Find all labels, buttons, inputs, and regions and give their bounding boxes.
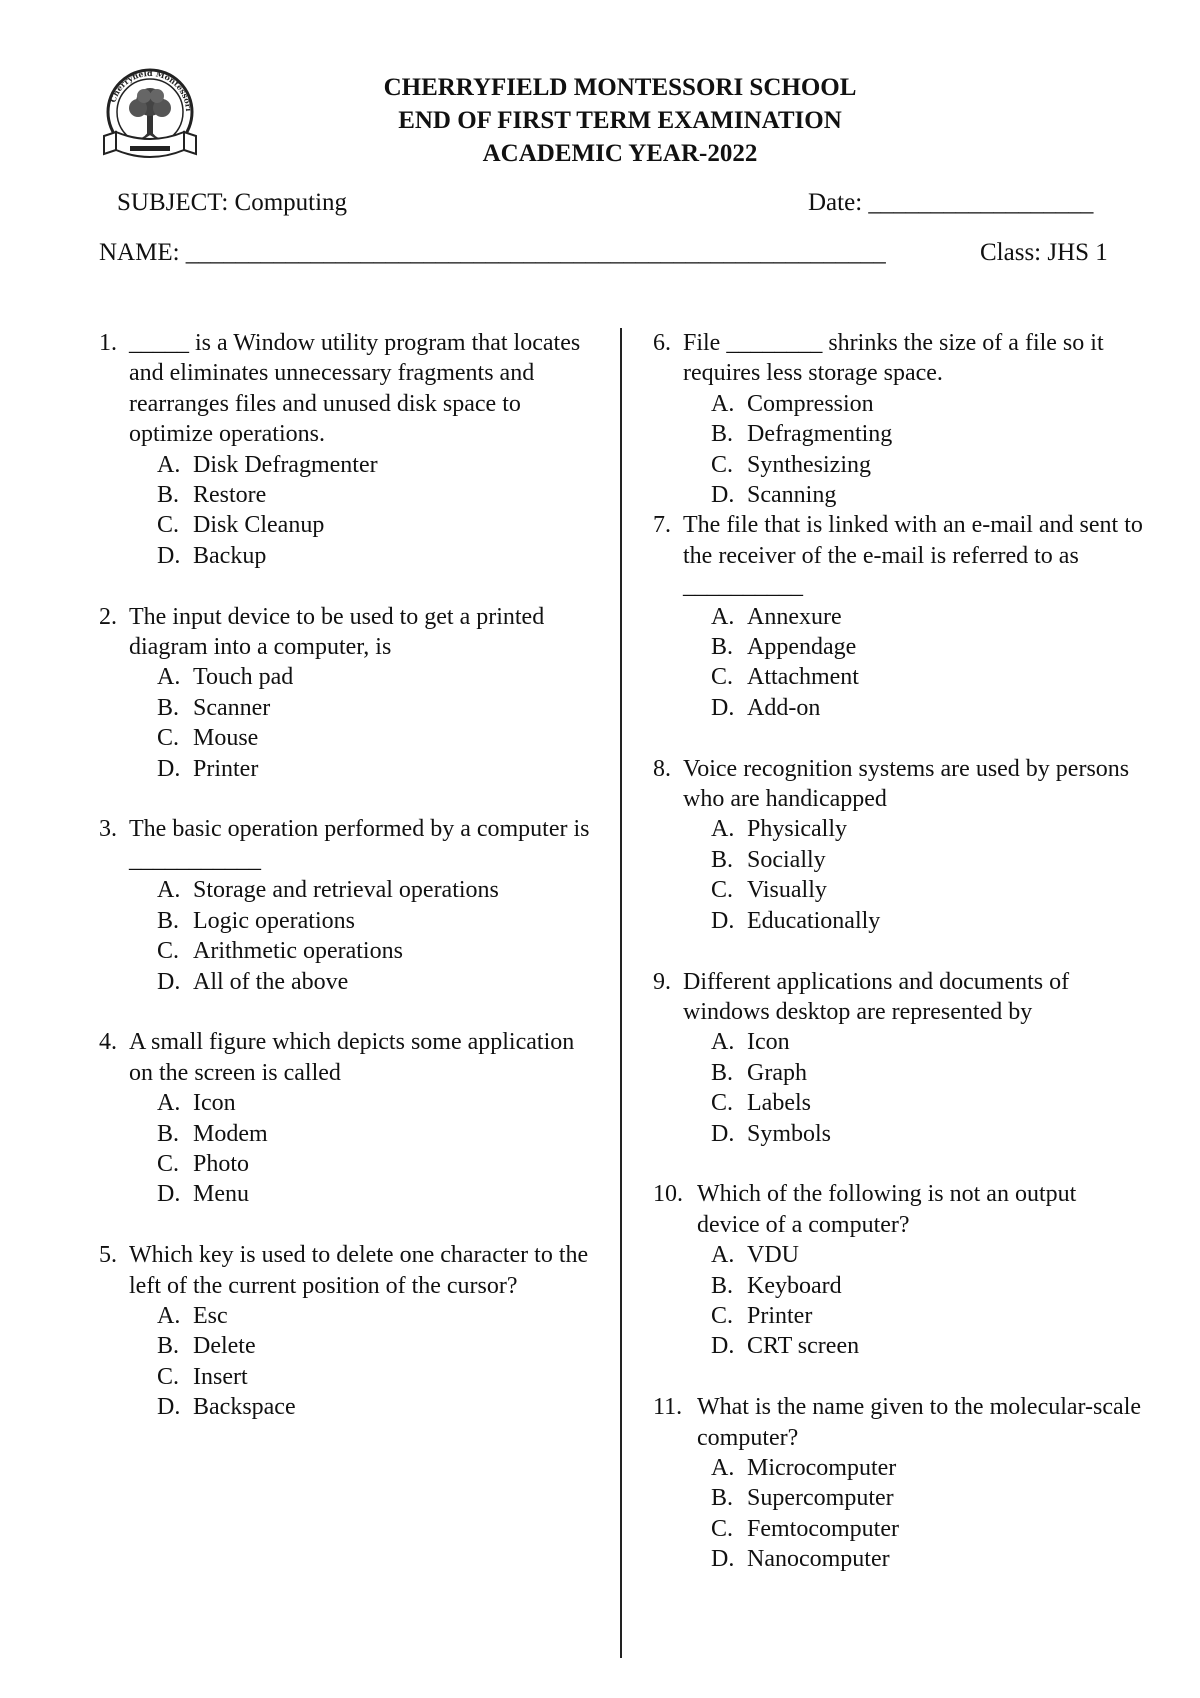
- question-text: Different applications and documents of windows desktop are represented by: [683, 968, 1070, 1025]
- option-letter: A.: [157, 1090, 181, 1117]
- questions-left-column: [99, 328, 599, 1453]
- option-letter: C.: [157, 725, 180, 752]
- option-text: Icon: [747, 1029, 790, 1056]
- question-number: 7.: [653, 512, 671, 539]
- option-letter: A.: [711, 603, 735, 630]
- question-text: _____ is a Window utility program that locates and eliminates unnecessary fragments and rearranges files and unused disk space to optimize operations.: [129, 330, 581, 448]
- option-text: Add-on: [747, 694, 821, 721]
- option-letter: A.: [711, 390, 735, 417]
- option-text: Menu: [193, 1181, 249, 1208]
- option-text: Disk Defragmenter: [193, 451, 378, 478]
- option-text: Appendage: [747, 634, 857, 661]
- option-letter: A.: [711, 1242, 735, 1269]
- question-text: The basic operation performed by a computer is ___________: [129, 816, 590, 873]
- answer-option: [683, 814, 1143, 844]
- option-letter: B.: [711, 1272, 734, 1299]
- option-text: Attachment: [747, 664, 859, 691]
- option-letter: C.: [157, 1363, 180, 1390]
- question-text: Which key is used to delete one character to the left of the current position of the cursor?: [129, 1242, 589, 1299]
- answer-option: [129, 1301, 599, 1331]
- question-text: A small figure which depicts some application on the screen is called: [129, 1029, 575, 1086]
- option-text: Femtocomputer: [747, 1515, 899, 1542]
- question-number: 4.: [99, 1029, 117, 1056]
- answer-option: [129, 936, 599, 966]
- option-text: Keyboard: [747, 1272, 842, 1299]
- answer-option: [697, 1453, 1143, 1483]
- option-text: Disk Cleanup: [193, 512, 325, 539]
- option-text: Nanocomputer: [747, 1546, 890, 1573]
- question-1: [99, 328, 599, 571]
- option-text: Physically: [747, 816, 847, 843]
- answer-option: [129, 1362, 599, 1392]
- question-text: Voice recognition systems are used by persons who are handicapped: [683, 755, 1130, 813]
- question-text: The input device to be used to get a printed diagram into a computer, is: [129, 603, 545, 661]
- answer-option: [129, 450, 599, 480]
- option-letter: C.: [711, 664, 734, 691]
- answer-option: [683, 906, 1143, 936]
- option-text: Educationally: [747, 907, 881, 934]
- question-7: [653, 510, 1143, 723]
- option-letter: C.: [711, 1090, 734, 1117]
- option-text: Compression: [747, 390, 874, 417]
- answer-option: [129, 754, 599, 784]
- question-number: 10.: [653, 1181, 683, 1208]
- question-number: 9.: [653, 968, 671, 995]
- answer-option: [129, 1179, 599, 1209]
- exam-title: END OF FIRST TERM EXAMINATION: [398, 107, 842, 134]
- answer-option: [683, 389, 1143, 419]
- academic-year: ACADEMIC YEAR-2022: [482, 140, 758, 167]
- question-8: [653, 754, 1143, 936]
- option-letter: B.: [157, 907, 180, 934]
- answer-option: [683, 693, 1143, 723]
- answer-option: [129, 875, 599, 905]
- answer-option: [683, 662, 1143, 692]
- answer-option: [697, 1240, 1143, 1270]
- answer-option: [129, 541, 599, 571]
- option-letter: B.: [711, 1059, 734, 1086]
- option-text: Icon: [193, 1090, 236, 1117]
- answer-option: [697, 1331, 1143, 1361]
- question-number: 3.: [99, 816, 117, 843]
- questions-right-column: [653, 328, 1143, 1605]
- answer-option: [683, 480, 1143, 510]
- option-letter: A.: [711, 1454, 735, 1481]
- option-letter: D.: [711, 907, 735, 934]
- option-letter: B.: [711, 421, 734, 448]
- question-2: [99, 602, 599, 784]
- option-letter: B.: [157, 1333, 180, 1360]
- option-text: Modem: [193, 1120, 268, 1147]
- answer-option: [683, 1058, 1143, 1088]
- question-6: [653, 328, 1143, 510]
- option-text: Arithmetic operations: [193, 938, 403, 965]
- option-letter: D.: [157, 1181, 181, 1208]
- question-3: [99, 814, 599, 996]
- answer-option: [683, 1027, 1143, 1057]
- option-text: Esc: [193, 1302, 228, 1329]
- option-text: Delete: [193, 1333, 256, 1360]
- column-divider: [620, 328, 622, 1658]
- answer-option: [697, 1514, 1143, 1544]
- exam-header: [0, 71, 1200, 170]
- option-text: CRT screen: [747, 1333, 860, 1360]
- option-letter: C.: [711, 1515, 734, 1542]
- option-text: All of the above: [193, 968, 349, 995]
- option-letter: C.: [157, 938, 180, 965]
- answer-option: [683, 632, 1143, 662]
- option-letter: B.: [157, 482, 180, 509]
- question-text: Which of the following is not an output device of a computer?: [697, 1181, 1077, 1238]
- option-letter: A.: [157, 664, 181, 691]
- option-letter: D.: [711, 1546, 735, 1573]
- option-letter: D.: [157, 542, 181, 569]
- option-letter: B.: [157, 1120, 180, 1147]
- option-letter: B.: [711, 1485, 734, 1512]
- question-4: [99, 1027, 599, 1209]
- question-9: [653, 967, 1143, 1149]
- option-letter: D.: [711, 1120, 735, 1147]
- option-letter: C.: [711, 877, 734, 904]
- option-text: Scanner: [193, 694, 271, 721]
- question-number: 11.: [653, 1394, 683, 1421]
- question-number: 2.: [99, 603, 117, 630]
- option-text: Labels: [747, 1090, 811, 1117]
- class-label: Class: JHS 1: [980, 239, 1108, 266]
- option-text: Annexure: [747, 603, 842, 630]
- option-text: Graph: [747, 1059, 807, 1086]
- option-text: VDU: [747, 1242, 799, 1269]
- option-text: Insert: [193, 1363, 248, 1390]
- question-10: [653, 1179, 1143, 1361]
- option-text: Restore: [193, 482, 267, 509]
- question-text: The file that is linked with an e-mail and sent to the receiver of the e-mail is referred to as __________: [683, 512, 1143, 600]
- answer-option: [683, 845, 1143, 875]
- answer-option: [683, 602, 1143, 632]
- answer-option: [129, 906, 599, 936]
- option-letter: A.: [157, 877, 181, 904]
- answer-option: [697, 1301, 1143, 1331]
- option-letter: C.: [157, 1150, 180, 1177]
- answer-option: [129, 967, 599, 997]
- name-field: NAME: ________________________________________________________: [99, 239, 886, 266]
- option-text: Visually: [747, 877, 827, 904]
- answer-option: [683, 450, 1143, 480]
- answer-option: [129, 1331, 599, 1361]
- option-text: Microcomputer: [747, 1454, 897, 1481]
- option-letter: A.: [711, 1029, 735, 1056]
- question-5: [99, 1240, 599, 1422]
- option-letter: D.: [711, 694, 735, 721]
- answer-option: [697, 1544, 1143, 1574]
- option-text: Socially: [747, 846, 826, 873]
- answer-option: [683, 1119, 1143, 1149]
- question-number: 5.: [99, 1242, 117, 1269]
- question-number: 8.: [653, 755, 671, 782]
- answer-option: [129, 693, 599, 723]
- date-field: Date: __________________: [808, 189, 1094, 216]
- answer-option: [683, 419, 1143, 449]
- answer-option: [683, 875, 1143, 905]
- option-letter: B.: [157, 694, 180, 721]
- option-text: Touch pad: [193, 664, 294, 691]
- option-letter: D.: [711, 482, 735, 509]
- option-text: Photo: [193, 1150, 250, 1177]
- answer-option: [129, 662, 599, 692]
- option-text: Supercomputer: [747, 1485, 894, 1512]
- option-text: Backspace: [193, 1394, 296, 1421]
- option-letter: C.: [711, 1302, 734, 1329]
- option-text: Logic operations: [193, 907, 355, 934]
- question-text: What is the name given to the molecular-scale computer?: [697, 1394, 1142, 1451]
- subject-label: SUBJECT: Computing: [117, 189, 348, 216]
- option-text: Printer: [747, 1302, 813, 1329]
- question-number: 1.: [99, 330, 117, 356]
- question-text: File ________ shrinks the size of a file so it requires less storage space.: [683, 330, 1104, 387]
- answer-option: [129, 1149, 599, 1179]
- answer-option: [697, 1271, 1143, 1301]
- option-letter: D.: [157, 1394, 181, 1421]
- option-letter: A.: [157, 451, 181, 478]
- option-letter: A.: [711, 816, 735, 843]
- school-name: CHERRYFIELD MONTESSORI SCHOOL: [383, 74, 857, 101]
- option-letter: A.: [157, 1302, 181, 1329]
- option-text: Defragmenting: [747, 421, 893, 448]
- question-number: 6.: [653, 330, 671, 356]
- option-text: Symbols: [747, 1120, 832, 1147]
- option-text: Synthesizing: [747, 451, 871, 478]
- option-letter: D.: [711, 1333, 735, 1360]
- option-letter: C.: [157, 512, 180, 539]
- option-text: Mouse: [193, 725, 259, 752]
- answer-option: [129, 510, 599, 540]
- option-letter: D.: [157, 755, 181, 782]
- answer-option: [129, 1088, 599, 1118]
- option-text: Scanning: [747, 482, 837, 509]
- option-text: Backup: [193, 542, 267, 569]
- option-letter: C.: [711, 451, 734, 478]
- question-11: [653, 1392, 1143, 1574]
- answer-option: [129, 723, 599, 753]
- answer-option: [683, 1088, 1143, 1118]
- answer-option: [129, 1119, 599, 1149]
- svg-text:Cherryfield Montessori: Cherryfield Montessori: [107, 67, 195, 112]
- answer-option: [697, 1483, 1143, 1513]
- option-text: Printer: [193, 755, 259, 782]
- answer-option: [129, 480, 599, 510]
- option-letter: B.: [711, 846, 734, 873]
- option-text: Storage and retrieval operations: [193, 877, 499, 904]
- answer-option: [129, 1392, 599, 1422]
- option-letter: D.: [157, 968, 181, 995]
- option-letter: B.: [711, 634, 734, 661]
